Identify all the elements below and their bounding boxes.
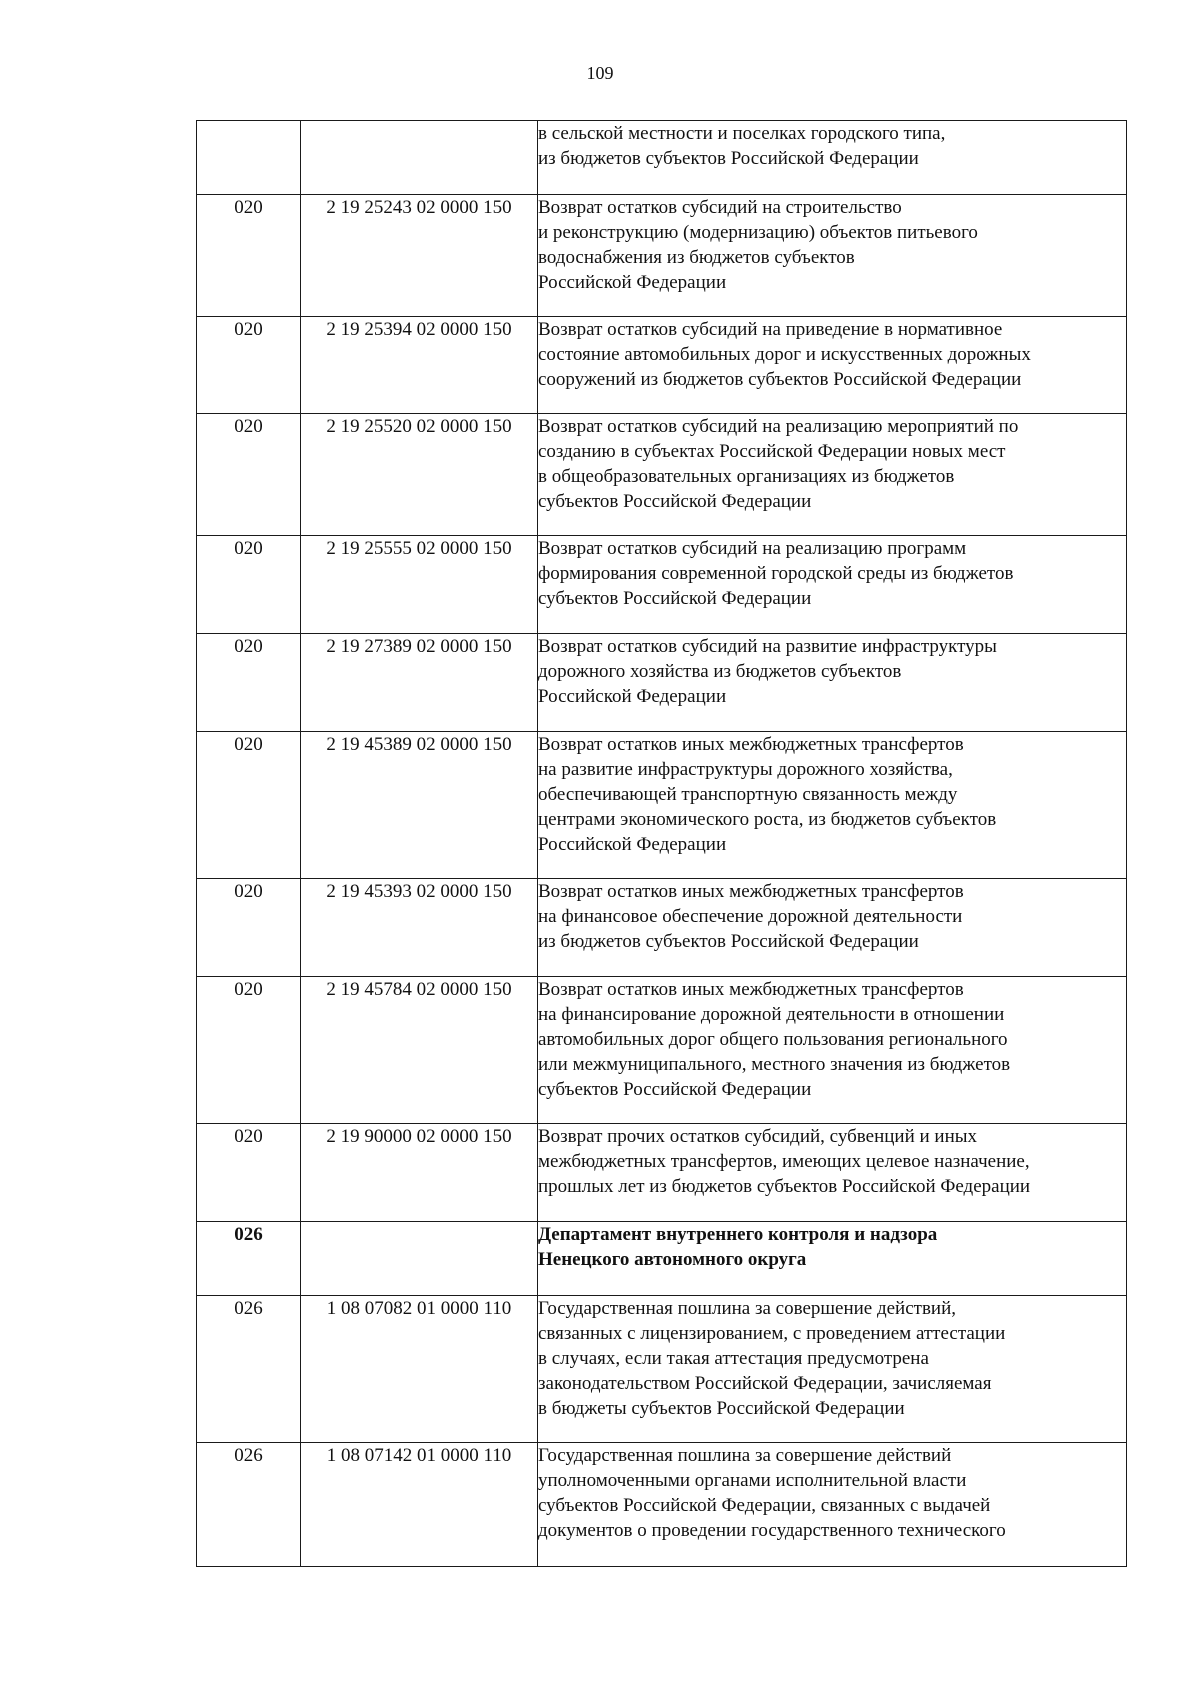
description-cell (538, 536, 1127, 634)
description-cell (538, 732, 1127, 879)
table-row (197, 977, 1127, 1124)
table-row (197, 1443, 1127, 1567)
description-cell (538, 317, 1127, 414)
admin-code-cell: 020 (197, 634, 301, 732)
description-line: сооружений из бюджетов субъектов Российской Федерации (538, 369, 1022, 390)
description-cell (538, 121, 1127, 195)
description-line: Возврат остатков субсидий на реализацию программ (538, 538, 967, 559)
description-line: в случаях, если такая аттестация предусмотрена (538, 1348, 929, 1369)
revenue-codes-table (196, 120, 1127, 1567)
description-cell (538, 1443, 1127, 1567)
description-line: центрами экономического роста, из бюджетов субъектов (538, 809, 997, 830)
admin-code-cell: 020 (197, 1124, 301, 1222)
description-line: Российской Федерации (538, 272, 727, 293)
admin-code-cell: 020 (197, 732, 301, 879)
description-line: субъектов Российской Федерации (538, 588, 812, 609)
description-line: уполномоченными органами исполнительной власти (538, 1470, 967, 1491)
table-row (197, 317, 1127, 414)
admin-code-cell: 026 (197, 1443, 301, 1567)
description-cell (538, 879, 1127, 977)
description-cell (538, 1296, 1127, 1443)
description-line: Государственная пошлина за совершение действий (538, 1445, 952, 1466)
budget-code-cell: 2 19 25243 02 0000 150 (301, 195, 538, 317)
description-line: Государственная пошлина за совершение действий, (538, 1298, 957, 1319)
table-row (197, 879, 1127, 977)
description-line: документов о проведении государственного технического (538, 1520, 1006, 1541)
description-line: на развитие инфраструктуры дорожного хозяйства, (538, 759, 953, 780)
budget-code-cell: 1 08 07142 01 0000 110 (301, 1443, 538, 1567)
description-line: Российской Федерации (538, 834, 727, 855)
description-line: на финансовое обеспечение дорожной деятельности (538, 906, 963, 927)
description-line: созданию в субъектах Российской Федерации новых мест (538, 441, 1006, 462)
admin-code-cell: 020 (197, 536, 301, 634)
description-line: прошлых лет из бюджетов субъектов Российской Федерации (538, 1176, 1031, 1197)
department-name-cell (538, 1222, 1127, 1296)
table-row-department-header (197, 1222, 1127, 1296)
description-line: в сельской местности и поселках городского типа, (538, 123, 946, 144)
table-row (197, 121, 1127, 195)
description-line: или межмуниципального, местного значения из бюджетов (538, 1054, 1011, 1075)
description-line: субъектов Российской Федерации (538, 1079, 812, 1100)
description-cell (538, 195, 1127, 317)
description-cell (538, 1124, 1127, 1222)
description-line: Возврат остатков иных межбюджетных трансфертов (538, 734, 964, 755)
description-line: Российской Федерации (538, 686, 727, 707)
description-line: Возврат прочих остатков субсидий, субвенций и иных (538, 1126, 978, 1147)
description-line: Возврат остатков иных межбюджетных трансфертов (538, 881, 964, 902)
description-line: водоснабжения из бюджетов субъектов (538, 247, 855, 268)
description-line: дорожного хозяйства из бюджетов субъектов (538, 661, 902, 682)
table-row (197, 732, 1127, 879)
budget-code-cell: 1 08 07082 01 0000 110 (301, 1296, 538, 1443)
budget-code-cell: 2 19 45784 02 0000 150 (301, 977, 538, 1124)
table-row (197, 414, 1127, 536)
budget-code-cell: 2 19 45389 02 0000 150 (301, 732, 538, 879)
table-row (197, 536, 1127, 634)
admin-code-cell: 026 (197, 1296, 301, 1443)
description-line: субъектов Российской Федерации, связанных с выдачей (538, 1495, 991, 1516)
description-line: и реконструкцию (модернизацию) объектов питьевого (538, 222, 978, 243)
description-line: в бюджеты субъектов Российской Федерации (538, 1398, 905, 1419)
description-line: состояние автомобильных дорог и искусственных дорожных (538, 344, 1031, 365)
budget-code-cell: 2 19 27389 02 0000 150 (301, 634, 538, 732)
table-row (197, 1124, 1127, 1222)
admin-code-cell (197, 121, 301, 195)
table-row (197, 634, 1127, 732)
budget-code-cell (301, 1222, 538, 1296)
description-line: обеспечивающей транспортную связанность между (538, 784, 958, 805)
description-line: Возврат остатков субсидий на приведение в нормативное (538, 319, 1003, 340)
description-line: в общеобразовательных организациях из бюджетов (538, 466, 955, 487)
budget-code-cell: 2 19 25394 02 0000 150 (301, 317, 538, 414)
admin-code-cell: 020 (197, 977, 301, 1124)
description-cell (538, 414, 1127, 536)
page-number: 109 (586, 63, 614, 83)
description-line: автомобильных дорог общего пользования регионального (538, 1029, 1008, 1050)
admin-code-cell: 020 (197, 195, 301, 317)
description-line: из бюджетов субъектов Российской Федерации (538, 148, 919, 169)
description-line: из бюджетов субъектов Российской Федерации (538, 931, 919, 952)
admin-code-cell: 026 (197, 1222, 301, 1296)
table-row (197, 1296, 1127, 1443)
budget-code-cell: 2 19 25555 02 0000 150 (301, 536, 538, 634)
budget-code-cell: 2 19 90000 02 0000 150 (301, 1124, 538, 1222)
budget-code-cell (301, 121, 538, 195)
department-name-line: Департамент внутреннего контроля и надзора (538, 1224, 938, 1245)
description-line: Возврат остатков субсидий на реализацию мероприятий по (538, 416, 1019, 437)
description-line: субъектов Российской Федерации (538, 491, 812, 512)
description-line: формирования современной городской среды из бюджетов (538, 563, 1014, 584)
description-line: межбюджетных трансфертов, имеющих целевое назначение, (538, 1151, 1030, 1172)
description-line: связанных с лицензированием, с проведением аттестации (538, 1323, 1006, 1344)
admin-code-cell: 020 (197, 879, 301, 977)
description-line: законодательством Российской Федерации, зачисляемая (538, 1373, 992, 1394)
description-line: Возврат остатков иных межбюджетных трансфертов (538, 979, 964, 1000)
department-name-line: Ненецкого автономного округа (538, 1249, 807, 1270)
description-line: Возврат остатков субсидий на развитие инфраструктуры (538, 636, 997, 657)
description-cell (538, 634, 1127, 732)
admin-code-cell: 020 (197, 414, 301, 536)
description-line: на финансирование дорожной деятельности в отношении (538, 1004, 1005, 1025)
table-row (197, 195, 1127, 317)
admin-code-cell: 020 (197, 317, 301, 414)
budget-code-cell: 2 19 45393 02 0000 150 (301, 879, 538, 977)
description-line: Возврат остатков субсидий на строительство (538, 197, 902, 218)
budget-code-cell: 2 19 25520 02 0000 150 (301, 414, 538, 536)
description-cell (538, 977, 1127, 1124)
